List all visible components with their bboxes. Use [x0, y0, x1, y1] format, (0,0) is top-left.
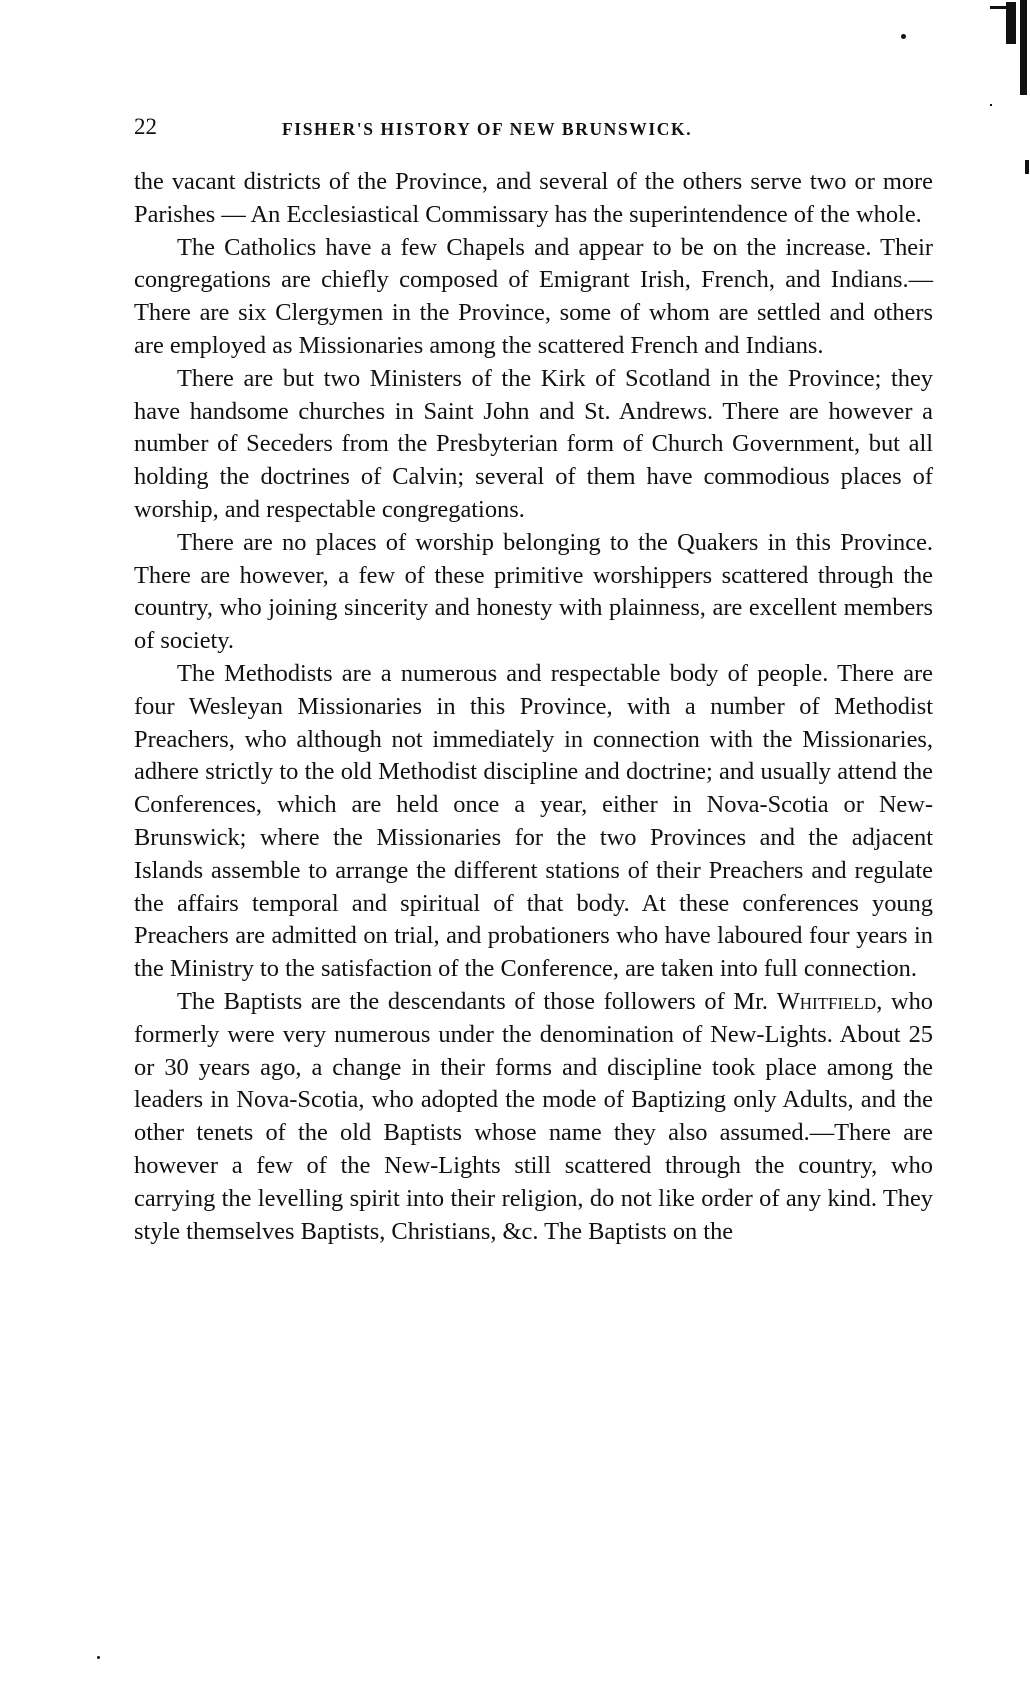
scan-speck	[901, 34, 906, 39]
scan-edge-mark	[1020, 0, 1027, 95]
paragraph-baptists	[134, 986, 933, 1248]
paragraph-catholics: The Catholics have a few Chapels and appear to be on the increase. Their congregations are chiefly composed of Emigrant Irish, French, and Indians.—There are six Clergymen in the Province, some of whom are settled and others are employed as Missionaries among the scattered French and Indians.	[134, 233, 933, 359]
running-title: FISHER'S HISTORY OF NEW BRUNSWICK.	[282, 119, 693, 139]
page-header	[134, 112, 934, 142]
name-whitfield: Whitfield	[776, 987, 877, 1015]
paragraph-continued: the vacant districts of the Province, and several of the others serve two or more Parishes — An Ecclesiastical Commissary has the superintendence of the whole.	[134, 168, 933, 228]
paragraph-quakers: There are no places of worship belonging to the Quakers in this Province. There are however, a few of these primitive worshippers scattered through the country, who joining sincerity and honesty with plainness, are excellent members of society.	[134, 528, 933, 655]
scan-speck	[97, 1656, 100, 1659]
paragraph-methodists: The Methodists are a numerous and respectable body of people. There are four Wesleyan Missionaries in this Province, with a number of Methodist Preachers, who although not immediately in connection with the Missionaries, adhere strictly to the old Methodist discipline and doctrine; and usually attend the Conferences, which are held once a year, either in Nova-Scotia or New-Brunswick; where the Missionaries for the two Provinces and the adjacent Islands assemble to arrange the different stations of their Preachers and regulate the affairs temporal and spiritual of that body. At these conferences young Preachers are admitted on trial, and probationers who have laboured four years in the Ministry to the satisfaction of the Conference, are taken into full connection.	[134, 659, 933, 983]
paragraph-baptists-rest: , who formerly were very numerous under the denomination of New-Lights. About 25 or 30 years ago, a change in their forms and discipline took place among the leaders in Nova-Scotia, who adopted the mode of Baptizing only Adults, and the other tenets of the old Baptists whose name they also assumed.—There are however a few of the New-Lights still scattered through the country, who carrying the levelling spirit into their religion, do not like order of any kind. They style themselves Baptists, Christians, &c. The Baptists on the	[134, 987, 933, 1245]
scan-speck	[1025, 160, 1029, 174]
paragraph-kirk-of-scotland: There are but two Ministers of the Kirk of Scotland in the Province; they have handsome churches in Saint John and St. Andrews. There are however a number of Seceders from the Presbyterian form of Church Government, but all holding the doctrines of Calvin; several of them have commodious places of worship, and respectable congregations.	[134, 364, 933, 523]
page-number: 22	[134, 114, 157, 139]
body-text	[134, 166, 933, 1248]
scan-speck	[990, 104, 992, 106]
paragraph-baptists-start: The Baptists are the descendants of those followers of Mr.	[177, 987, 777, 1015]
scan-edge-mark	[990, 6, 1010, 9]
